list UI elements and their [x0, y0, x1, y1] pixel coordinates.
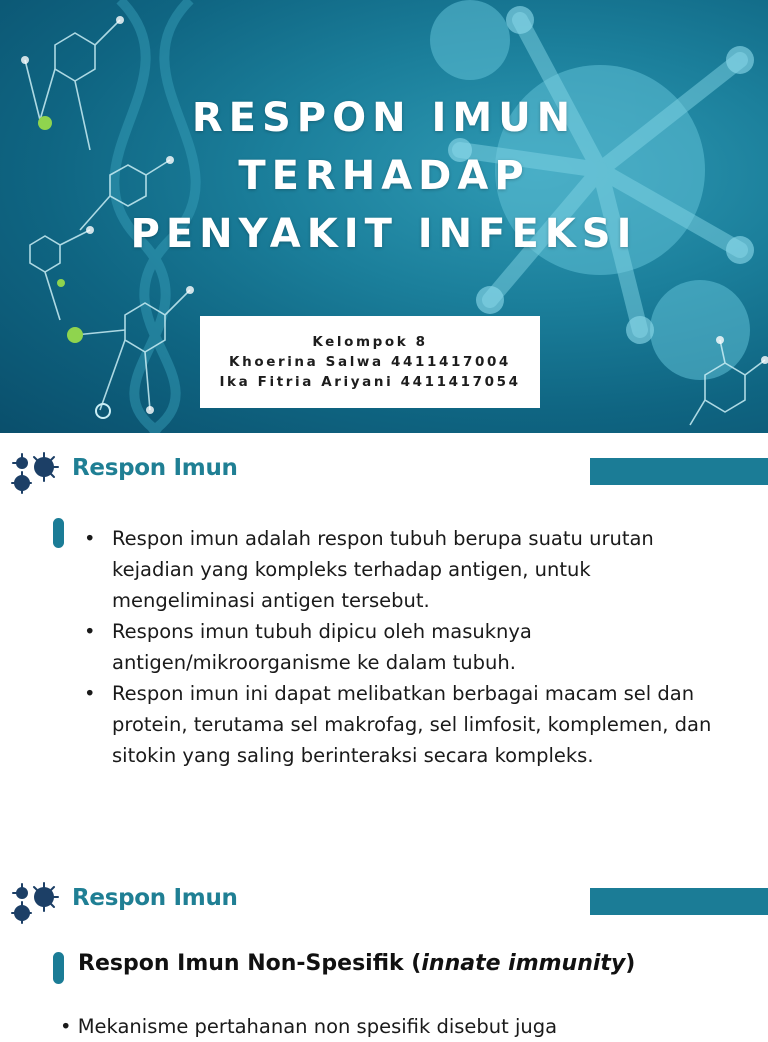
author-1: Khoerina Salwa 4411417004 [229, 354, 511, 370]
partial-bullet-text: • Mekanisme pertahanan non spesifik disebut juga [60, 1015, 558, 1038]
bullet-accent-bar [53, 518, 64, 548]
subheading [78, 951, 635, 976]
author-2: Ika Fitria Ariyani 4411417054 [219, 374, 521, 390]
header-accent-bar [590, 888, 768, 915]
subheading-accent-bar [53, 952, 64, 984]
subheading-close: ) [625, 951, 636, 976]
virus-icon [8, 449, 64, 495]
subheading-main: Respon Imun Non-Spesifik ( [78, 951, 422, 976]
presentation-title [0, 89, 768, 263]
group-name: Kelompok 8 [312, 334, 428, 350]
list-item: • Respons imun tubuh dipicu oleh masuknya antigen/mikroorganisme ke dalam tubuh. [84, 616, 724, 678]
bullet-list [84, 523, 724, 771]
title-line-3: PENYAKIT INFEKSI [130, 211, 638, 257]
slide-respon-imun-non-spesifik [0, 863, 768, 1038]
header-accent-bar [590, 458, 768, 485]
subheading-italic: innate immunity [421, 951, 626, 976]
virus-icon [8, 879, 64, 925]
slide-header-title: Respon Imun [72, 455, 238, 481]
title-line-2: TERHADAP [238, 153, 530, 199]
list-item: • Respon imun ini dapat melibatkan berbagai macam sel dan protein, terutama sel makrofag, sel limfosit, komplemen, dan sitokin yang saling berinteraksi secara kompleks. [84, 678, 724, 771]
slide-respon-imun-definition [0, 433, 768, 863]
list-item: • Respon imun adalah respon tubuh berupa suatu urutan kejadian yang kompleks terhadap antigen, untuk mengeliminasi antigen tersebut. [84, 523, 724, 616]
authors-box [200, 316, 540, 408]
title-line-1: RESPON IMUN [191, 95, 577, 141]
slide-header-title: Respon Imun [72, 885, 238, 911]
title-slide [0, 0, 768, 433]
